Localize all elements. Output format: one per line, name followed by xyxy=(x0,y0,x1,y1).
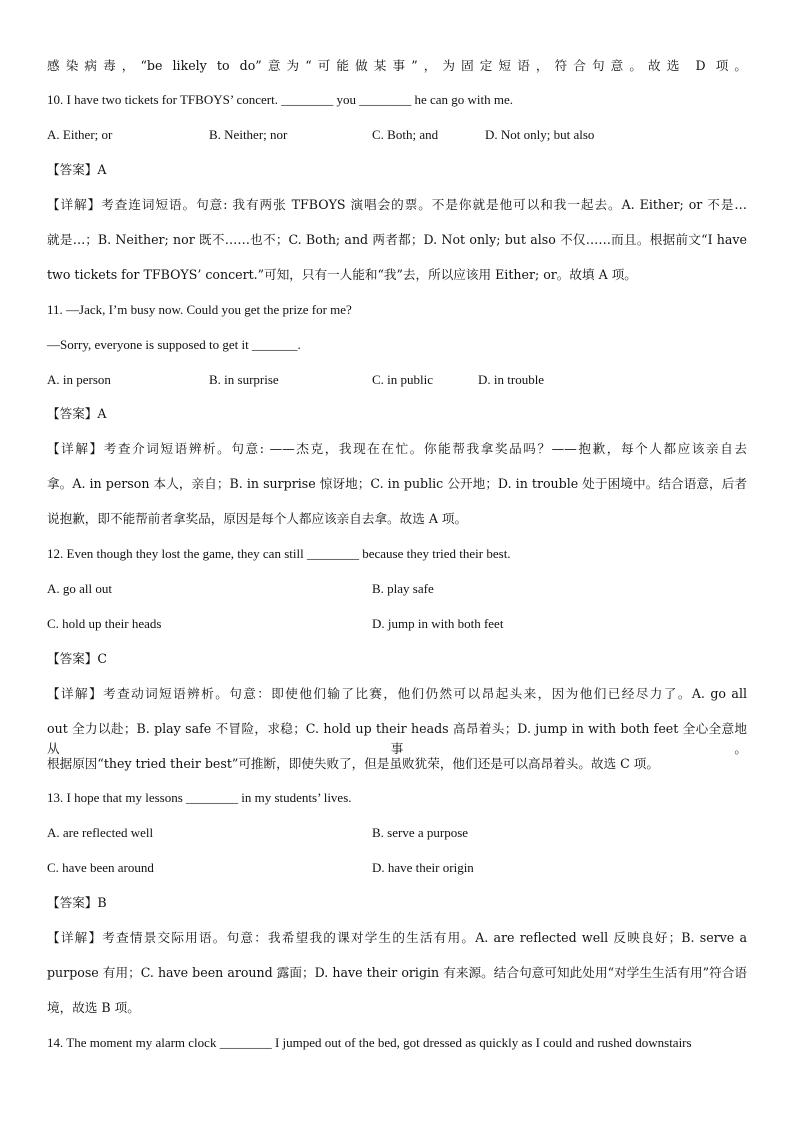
q13-option-a: A. are reflected well xyxy=(47,825,154,840)
q13-detail-line: purpose 有用；C. have been around 露面；D. have their origin 有来源。结合句意可知此处用“对学生生活有用”符合语 xyxy=(47,965,747,980)
q10-detail-line: two tickets for TFBOYS’ concert.”可知，只有一人能和“我”去，所以应该用 Either; or。故填 A 项。 xyxy=(47,267,637,282)
q13-option-d: D. have their origin xyxy=(372,860,474,875)
q10-option-a: A. Either; or xyxy=(47,127,113,142)
q13-stem: 13. I hope that my lessons ________ in my students’ lives. xyxy=(47,790,352,805)
q11-detail-line: 拿。A. in person 本人，亲自；B. in surprise 惊讶地；C. in public 公开地；D. in trouble 处于困境中。结合语意，后者 xyxy=(47,476,747,491)
q10-answer: 【答案】A xyxy=(47,162,107,177)
q12-answer: 【答案】C xyxy=(47,651,108,666)
q11-option-b: B. in surprise xyxy=(209,372,279,387)
q12-detail-line: 根据原因“they tried their best”可推断，即使失败了，但是虽败犹荣，他们还是可以高昂着头。故选 C 项。 xyxy=(47,756,659,771)
q14-stem: 14. The moment my alarm clock ________ I jumped out of the bed, got dressed as quickly as I could and rushed downstairs xyxy=(47,1035,692,1050)
q10-option-c: C. Both; and xyxy=(372,127,439,142)
q10-option-b: B. Neither; nor xyxy=(209,127,288,142)
q11-stem-reply: —Sorry, everyone is supposed to get it _______. xyxy=(47,337,301,352)
q10-detail-line: 就是…；B. Neither; nor 既不……也不；C. Both; and 两者都；D. Not only; but also 不仅……而且。根据前文“I have xyxy=(47,232,747,247)
q12-stem: 12. Even though they lost the game, they can still ________ because they tried their best. xyxy=(47,546,511,561)
q13-detail-line: 【详解】考查情景交际用语。句意：我希望我的课对学生的生活有用。A. are reflected well 反映良好；B. serve a xyxy=(47,930,747,945)
q11-option-d: D. in trouble xyxy=(478,372,545,387)
q13-answer: 【答案】B xyxy=(47,895,107,910)
q10-stem: 10. I have two tickets for TFBOYS’ concert. ________ you ________ he can go with me. xyxy=(47,92,513,107)
q13-detail-line: 境，故选 B 项。 xyxy=(47,1000,140,1015)
q11-detail-line: 说抱歉，即不能帮前者拿奖品，原因是每个人都应该亲自去拿。故选 A 项。 xyxy=(47,511,468,526)
q12-detail-line: out 全力以赴；B. play safe 不冒险，求稳；C. hold up their heads 高昂着头；D. jump in with both feet 全心全意地从事。 xyxy=(47,721,747,756)
q13-option-b: B. serve a purpose xyxy=(372,825,469,840)
q9-explanation-tail: 感染病毒，“be likely to do”意为“可能做某事”，为固定短语，符合句意。故选 D 项。 xyxy=(47,58,747,73)
q12-option-b: B. play safe xyxy=(372,581,434,596)
q10-option-d: D. Not only; but also xyxy=(485,127,595,142)
q11-detail-line: 【详解】考查介词短语辨析。句意: ——杰克，我现在在忙。你能帮我拿奖品吗？——抱歉，每个人都应该亲自去 xyxy=(47,441,747,456)
q12-option-a: A. go all out xyxy=(47,581,112,596)
q13-option-c: C. have been around xyxy=(47,860,154,875)
q11-option-a: A. in person xyxy=(47,372,111,387)
q12-option-c: C. hold up their heads xyxy=(47,616,162,631)
q12-detail-line: 【详解】考查动词短语辨析。句意：即使他们输了比赛，他们仍然可以昂起头来，因为他们已经尽力了。A. go all xyxy=(47,686,747,701)
q11-stem: 11. —Jack, I’m busy now. Could you get the prize for me? xyxy=(47,302,352,317)
q12-option-d: D. jump in with both feet xyxy=(372,616,504,631)
q11-option-c: C. in public xyxy=(372,372,434,387)
q11-answer: 【答案】A xyxy=(47,406,107,421)
q10-detail-line: 【详解】考查连词短语。句意: 我有两张 TFBOYS 演唱会的票。不是你就是他可以和我一起去。A. Either; or 不是… xyxy=(47,197,747,212)
